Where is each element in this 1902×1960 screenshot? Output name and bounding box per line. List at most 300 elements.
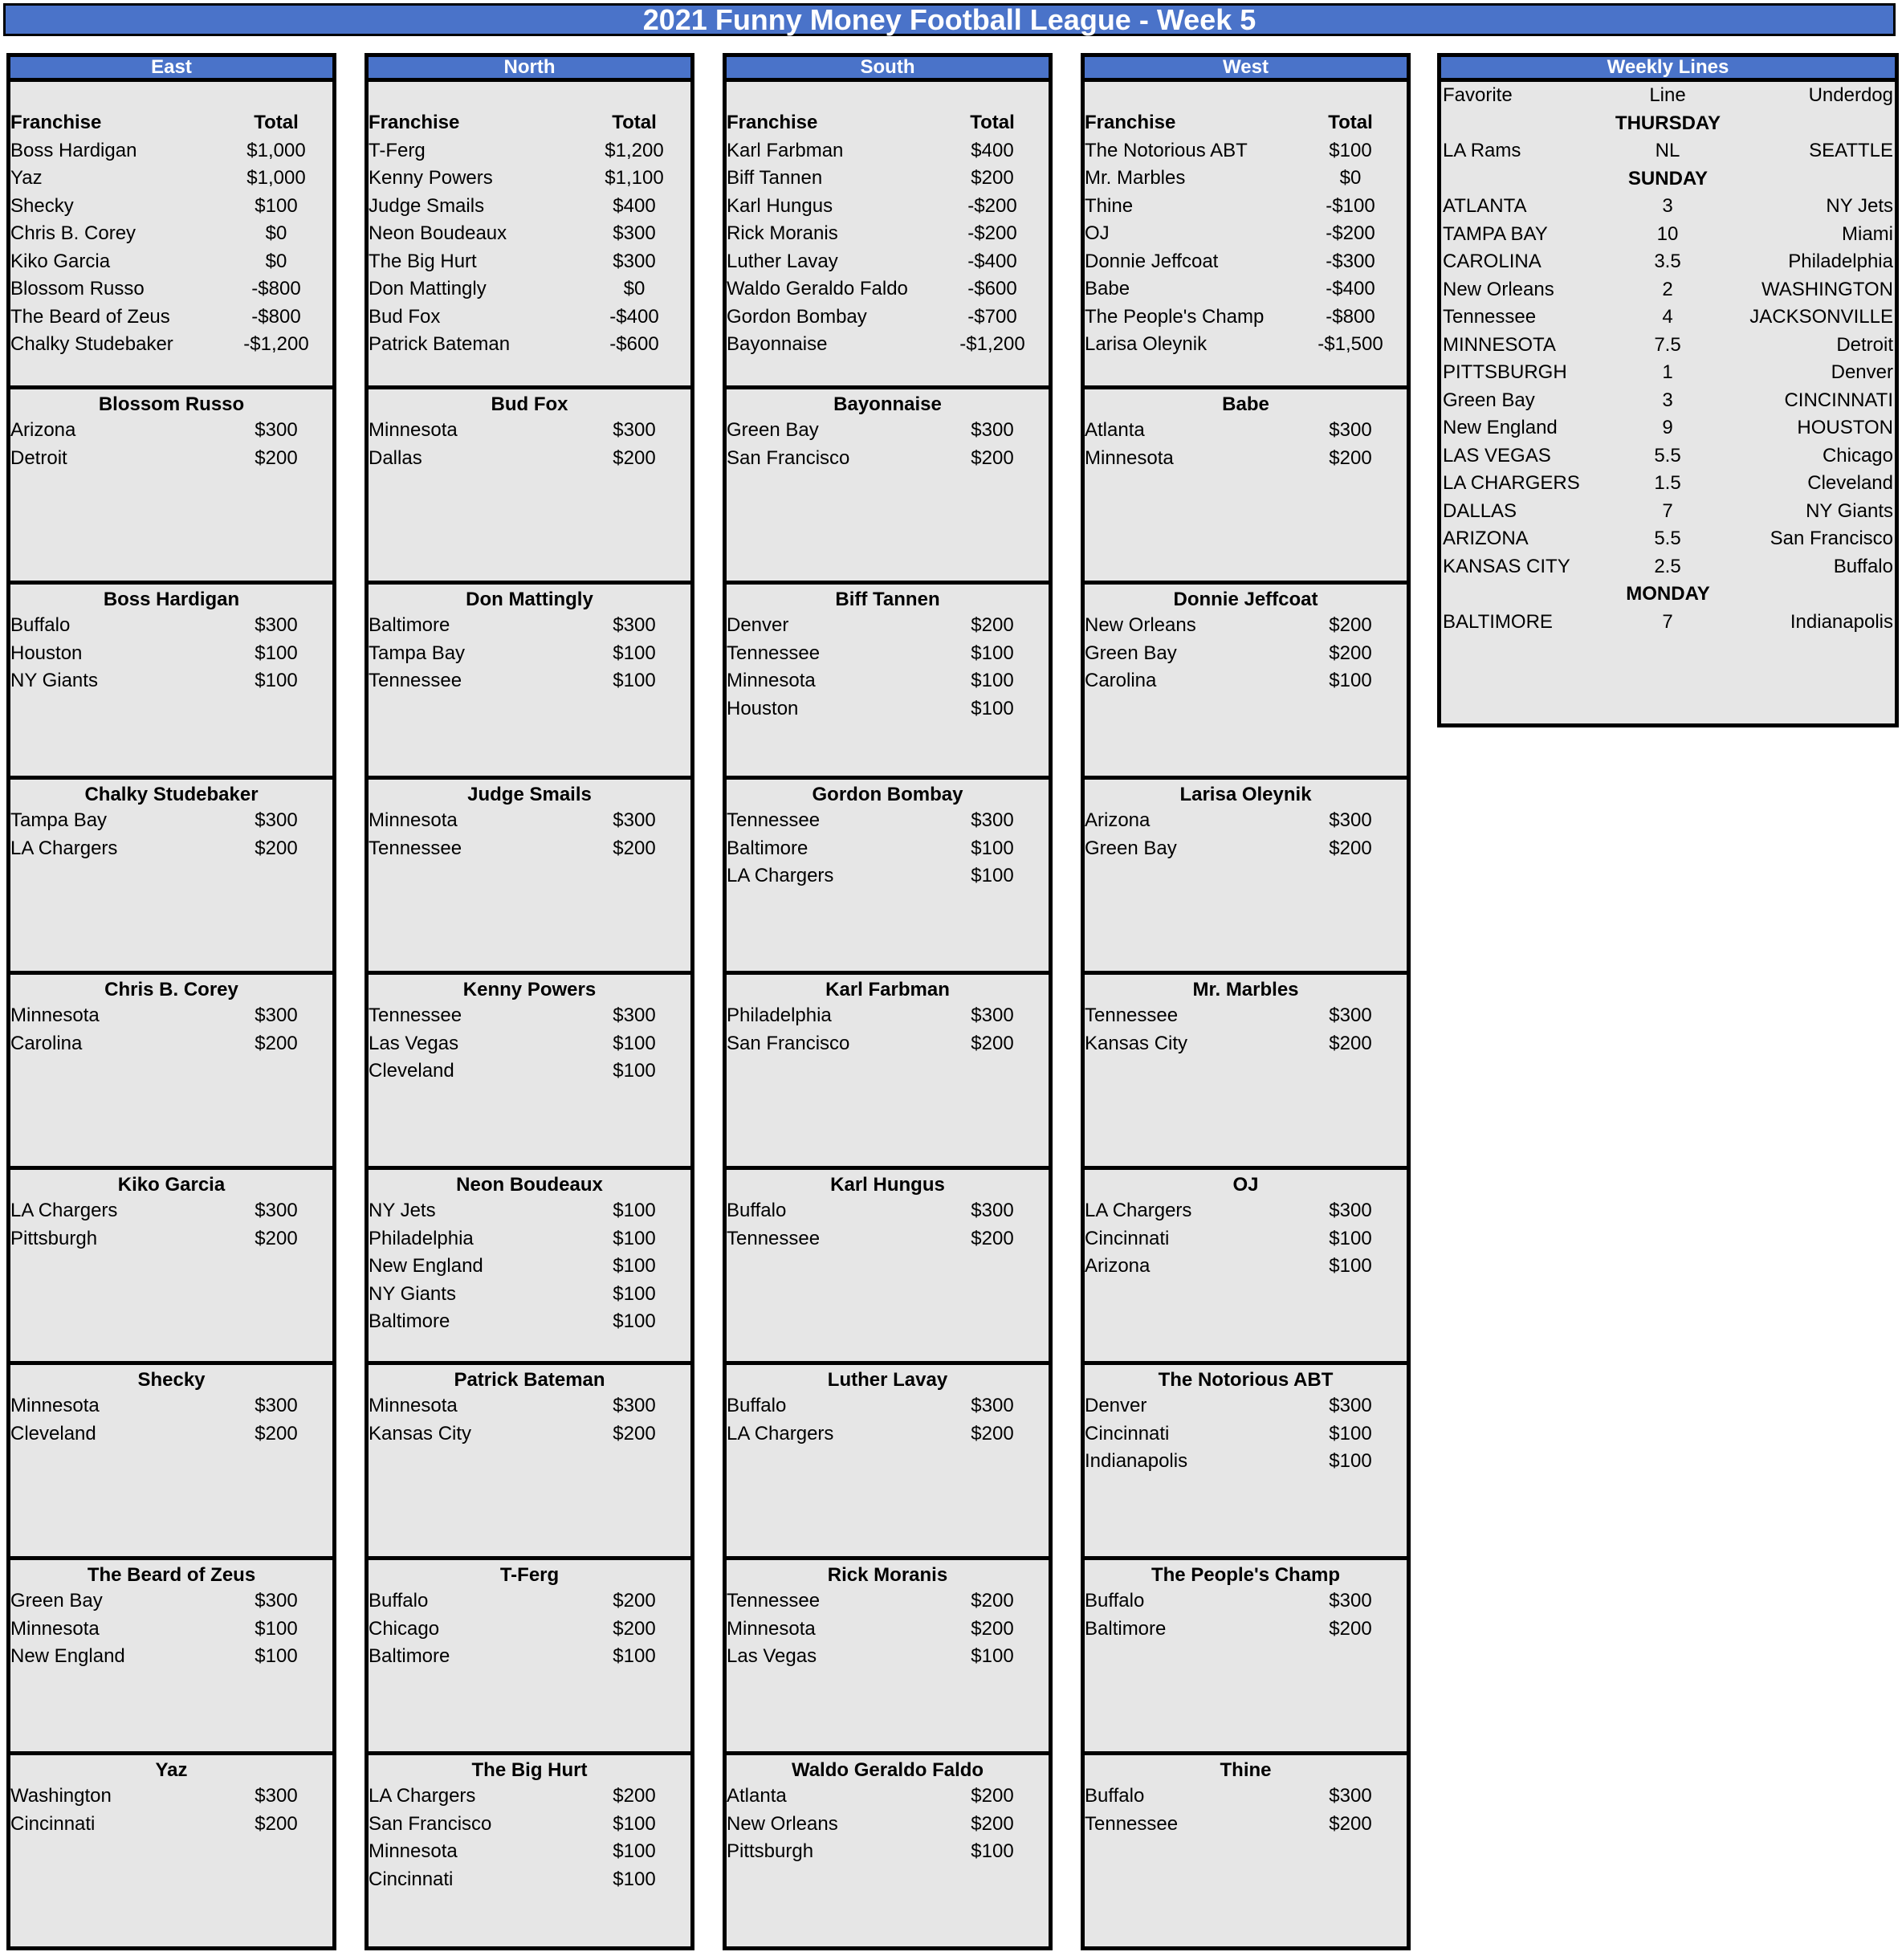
pick-row	[1085, 1002, 1407, 1030]
pick-row	[369, 1308, 690, 1336]
pick-row	[369, 1420, 690, 1449]
franchise-total: -$200	[1326, 222, 1375, 245]
pick-row	[1085, 1392, 1407, 1420]
pick-team: Arizona	[1085, 1255, 1151, 1277]
team-name: The Big Hurt	[471, 1759, 588, 1781]
pick-row	[369, 1643, 690, 1671]
pick-team: Arizona	[10, 419, 76, 442]
pick-row	[727, 667, 1049, 695]
pick-amount: $100	[971, 865, 1014, 887]
pick-amount: $200	[1329, 642, 1372, 664]
underdog-team: Denver	[1831, 361, 1893, 384]
pick-amount: $100	[255, 1617, 298, 1640]
team-block-blossom-russo	[6, 389, 336, 585]
pick-team: Green Bay	[1085, 837, 1177, 859]
standings-row	[727, 193, 1049, 221]
point-spread: 1	[1662, 361, 1673, 384]
pick-amount: $200	[971, 1812, 1014, 1835]
pick-row	[369, 1281, 690, 1309]
team-block-chalky-studebaker	[6, 780, 336, 975]
pick-row	[369, 835, 690, 863]
pick-row	[1085, 1811, 1407, 1839]
franchise-total: $1,000	[246, 139, 306, 161]
franchise-name: Chalky Studebaker	[10, 333, 173, 356]
underdog-team: SEATTLE	[1809, 140, 1893, 162]
pick-amount: $300	[255, 1395, 298, 1417]
pick-team: Cleveland	[10, 1422, 96, 1445]
division-east	[6, 53, 336, 1950]
standings-row	[727, 137, 1049, 165]
franchise-name: Karl Farbman	[727, 139, 844, 161]
pick-row	[1085, 1783, 1407, 1811]
pick-row	[727, 1002, 1049, 1030]
underdog-header: Underdog	[1808, 84, 1893, 107]
franchise-total: -$200	[967, 222, 1017, 245]
franchise-total: -$1,200	[959, 333, 1025, 356]
franchise-name: The Big Hurt	[369, 250, 477, 272]
standings-row	[727, 165, 1049, 193]
pick-team: Minnesota	[10, 1395, 100, 1417]
franchise-name: Rick Moranis	[727, 222, 838, 245]
team-name: Kiko Garcia	[117, 1174, 226, 1196]
franchise-header: Franchise	[1085, 112, 1176, 134]
pick-row	[727, 862, 1049, 890]
favorite-team: PITTSBURGH	[1443, 361, 1567, 384]
franchise-header: Franchise	[727, 112, 818, 134]
pick-team: LA Chargers	[1085, 1200, 1192, 1222]
pick-amount: $200	[1329, 1812, 1372, 1835]
pick-amount: $200	[613, 1422, 656, 1445]
franchise-name: OJ	[1085, 222, 1110, 245]
pick-row	[10, 445, 332, 473]
team-block-shecky	[6, 1365, 336, 1560]
team-block-the-big-hurt	[365, 1755, 694, 1950]
franchise-name: Thine	[1085, 194, 1134, 217]
franchise-total: $0	[265, 250, 287, 272]
team-block-the-people-s-champ	[1081, 1560, 1411, 1755]
pick-team: Atlanta	[1085, 419, 1145, 442]
pick-row	[1085, 612, 1407, 640]
line-header: Line	[1649, 84, 1686, 107]
pick-amount: $300	[1329, 1004, 1372, 1027]
underdog-team: NY Jets	[1826, 195, 1893, 218]
underdog-team: Chicago	[1822, 444, 1893, 467]
pick-team: Buffalo	[1085, 1785, 1145, 1807]
standings-row	[369, 275, 690, 304]
franchise-total: -$600	[609, 333, 659, 356]
pick-amount: $100	[255, 670, 298, 692]
favorite-team: ATLANTA	[1443, 195, 1527, 218]
team-block-waldo-geraldo-faldo	[723, 1755, 1053, 1950]
team-block-biff-tannen	[723, 585, 1053, 780]
pick-team: Detroit	[10, 446, 67, 469]
pick-amount: $200	[971, 1422, 1014, 1445]
game-line-row	[1443, 137, 1893, 165]
team-block-rick-moranis	[723, 1560, 1053, 1755]
pick-team: Minnesota	[369, 1840, 458, 1863]
pick-row	[369, 1783, 690, 1811]
standings-row	[10, 331, 332, 359]
pick-row	[369, 1225, 690, 1253]
pick-row	[1085, 835, 1407, 863]
pick-team: San Francisco	[369, 1812, 492, 1835]
pick-team: Denver	[1085, 1395, 1147, 1417]
pick-amount: $200	[255, 837, 298, 859]
pick-amount: $300	[1329, 1590, 1372, 1612]
pick-team: Cincinnati	[10, 1812, 96, 1835]
pick-team: Tennessee	[369, 837, 462, 859]
team-name: OJ	[1232, 1174, 1259, 1196]
franchise-name: Waldo Geraldo Faldo	[727, 278, 908, 300]
pick-team: Minnesota	[10, 1617, 100, 1640]
pick-team: Arizona	[1085, 809, 1151, 832]
team-block-patrick-bateman	[365, 1365, 694, 1560]
favorite-team: New England	[1443, 417, 1558, 439]
pick-row	[369, 445, 690, 473]
pick-team: Cleveland	[369, 1060, 454, 1082]
franchise-name: Shecky	[10, 194, 74, 217]
pick-row	[10, 1643, 332, 1671]
pick-row	[369, 1811, 690, 1839]
standings-header-row	[369, 109, 690, 137]
pick-team: Buffalo	[10, 614, 71, 637]
standings-row	[369, 304, 690, 332]
pick-team: New Orleans	[1085, 614, 1196, 637]
pick-row	[1085, 417, 1407, 445]
standings-row	[10, 248, 332, 276]
franchise-name: Kiko Garcia	[10, 250, 111, 272]
team-block-judge-smails	[365, 780, 694, 975]
team-name: Judge Smails	[467, 784, 592, 805]
franchise-total: $300	[613, 250, 656, 272]
standings-header-row	[10, 109, 332, 137]
pick-amount: $100	[613, 1032, 656, 1054]
pick-team: Tennessee	[369, 670, 462, 692]
pick-row	[369, 1587, 690, 1616]
franchise-name: Neon Boudeaux	[369, 222, 507, 245]
team-block-kiko-garcia	[6, 1170, 336, 1365]
team-block-chris-b-corey	[6, 975, 336, 1170]
division-header: West	[1081, 53, 1411, 82]
team-name: Neon Boudeaux	[456, 1174, 603, 1196]
team-block-kenny-powers	[365, 975, 694, 1170]
pick-amount: $100	[613, 1060, 656, 1082]
pick-amount: $200	[1329, 446, 1372, 469]
pick-row	[727, 807, 1049, 835]
team-name: The People's Champ	[1151, 1564, 1341, 1586]
total-header: Total	[970, 112, 1015, 134]
pick-team: Houston	[10, 642, 83, 664]
pick-row	[369, 1253, 690, 1281]
pick-row	[369, 640, 690, 668]
pick-team: Minnesota	[727, 1617, 816, 1640]
franchise-name: The Notorious ABT	[1085, 139, 1248, 161]
day-label: THURSDAY	[1615, 112, 1721, 134]
game-line-row	[1443, 359, 1893, 387]
favorite-team: ARIZONA	[1443, 528, 1529, 550]
division-header: North	[365, 53, 694, 82]
point-spread: 7.5	[1654, 333, 1681, 356]
franchise-name: The People's Champ	[1085, 305, 1265, 328]
standings-row	[369, 165, 690, 193]
standings-row	[10, 165, 332, 193]
favorite-team: LA Rams	[1443, 140, 1521, 162]
favorite-team: LA CHARGERS	[1443, 472, 1580, 495]
underdog-team: NY Giants	[1806, 499, 1893, 522]
pick-amount: $100	[1329, 1255, 1372, 1277]
game-line-row	[1443, 442, 1893, 471]
pick-row	[727, 1811, 1049, 1839]
standings-table	[365, 82, 694, 389]
pick-team: Minnesota	[727, 670, 816, 692]
team-name: Don Mattingly	[466, 589, 593, 610]
pick-team: Tennessee	[1085, 1812, 1179, 1835]
pick-team: LA Chargers	[369, 1785, 476, 1807]
pick-row	[369, 667, 690, 695]
pick-team: Cincinnati	[1085, 1422, 1170, 1445]
team-name: Luther Lavay	[827, 1369, 948, 1391]
franchise-total: -$400	[1326, 278, 1375, 300]
franchise-name: Bud Fox	[369, 305, 441, 328]
pick-team: Dallas	[369, 446, 422, 469]
point-spread: 5.5	[1654, 528, 1681, 550]
pick-team: Chicago	[369, 1617, 440, 1640]
game-line-row	[1443, 387, 1893, 415]
pick-amount: $200	[613, 1785, 656, 1807]
pick-row	[369, 1002, 690, 1030]
point-spread: 3.5	[1654, 251, 1681, 273]
pick-row	[10, 1811, 332, 1839]
standings-row	[1085, 275, 1407, 304]
franchise-name: Mr. Marbles	[1085, 167, 1186, 189]
pick-team: Cincinnati	[369, 1868, 454, 1890]
pick-row	[1085, 807, 1407, 835]
pick-team: Houston	[727, 697, 799, 719]
pick-row	[727, 1392, 1049, 1420]
team-block-bud-fox	[365, 389, 694, 585]
pick-amount: $100	[1329, 670, 1372, 692]
pick-team: Minnesota	[1085, 446, 1174, 469]
game-line-row	[1443, 609, 1893, 637]
pick-row	[727, 640, 1049, 668]
franchise-total: $0	[1339, 167, 1362, 189]
game-line-row	[1443, 553, 1893, 581]
franchise-total: $1,200	[605, 139, 664, 161]
game-line-row	[1443, 248, 1893, 276]
team-name: Chris B. Corey	[104, 979, 238, 1000]
pick-row	[727, 1197, 1049, 1225]
pick-row	[727, 1030, 1049, 1058]
pick-team: Tennessee	[727, 642, 821, 664]
division-north	[365, 53, 694, 1950]
franchise-name: Boss Hardigan	[10, 139, 137, 161]
standings-row	[727, 331, 1049, 359]
underdog-team: WASHINGTON	[1761, 278, 1893, 300]
team-name: Bud Fox	[491, 393, 568, 415]
team-block-larisa-oleynik	[1081, 780, 1411, 975]
pick-row	[369, 1838, 690, 1866]
franchise-total: $1,100	[605, 167, 664, 189]
pick-team: Tennessee	[1085, 1004, 1179, 1027]
pick-row	[727, 1587, 1049, 1616]
pick-row	[727, 1616, 1049, 1644]
favorite-team: KANSAS CITY	[1443, 555, 1570, 577]
pick-row	[10, 1030, 332, 1058]
franchise-total: -$1,500	[1318, 333, 1383, 356]
pick-row	[727, 445, 1049, 473]
underdog-team: JACKSONVILLE	[1749, 306, 1893, 328]
standings-row	[727, 220, 1049, 248]
pick-team: Minnesota	[369, 419, 458, 442]
pick-amount: $200	[971, 1032, 1014, 1054]
team-name: The Notorious ABT	[1158, 1369, 1334, 1391]
game-line-row	[1443, 470, 1893, 498]
team-name: Blossom Russo	[98, 393, 245, 415]
pick-row	[369, 1616, 690, 1644]
pick-team: Tampa Bay	[10, 809, 108, 832]
pick-row	[10, 807, 332, 835]
team-block-luther-lavay	[723, 1365, 1053, 1560]
total-header: Total	[612, 112, 657, 134]
standings-row	[1085, 137, 1407, 165]
team-block-boss-hardigan	[6, 585, 336, 780]
team-name: Gordon Bombay	[812, 784, 963, 805]
standings-row	[369, 248, 690, 276]
franchise-name: Donnie Jeffcoat	[1085, 250, 1219, 272]
pick-team: NY Giants	[369, 1282, 456, 1305]
standings-row	[1085, 331, 1407, 359]
pick-amount: $200	[255, 446, 298, 469]
team-block-the-beard-of-zeus	[6, 1560, 336, 1755]
franchise-name: Yaz	[10, 167, 43, 189]
pick-amount: $200	[255, 1422, 298, 1445]
franchise-name: Gordon Bombay	[727, 305, 867, 328]
pick-amount: $200	[255, 1812, 298, 1835]
pick-amount: $100	[613, 1310, 656, 1333]
pick-amount: $100	[1329, 1422, 1372, 1445]
underdog-team: CINCINNATI	[1784, 389, 1893, 411]
pick-amount: $300	[971, 1395, 1014, 1417]
pick-amount: $100	[613, 1840, 656, 1863]
point-spread: NL	[1655, 140, 1680, 162]
pick-amount: $300	[971, 1200, 1014, 1222]
pick-team: Baltimore	[369, 1310, 450, 1333]
underdog-team: Indianapolis	[1790, 610, 1893, 633]
game-line-row	[1443, 193, 1893, 221]
pick-row	[10, 1783, 332, 1811]
pick-team: Buffalo	[1085, 1590, 1145, 1612]
franchise-name: Luther Lavay	[727, 250, 838, 272]
franchise-total: $200	[971, 167, 1014, 189]
pick-row	[1085, 1448, 1407, 1476]
pick-amount: $300	[613, 1395, 656, 1417]
franchise-total: $100	[255, 194, 298, 217]
franchise-total: -$300	[1326, 250, 1375, 272]
pick-row	[727, 1420, 1049, 1449]
division-header: South	[723, 53, 1053, 82]
pick-amount: $100	[613, 1282, 656, 1305]
team-name: Kenny Powers	[462, 979, 597, 1000]
standings-row	[10, 137, 332, 165]
favorite-team: CAROLINA	[1443, 251, 1542, 273]
pick-amount: $200	[1329, 1617, 1372, 1640]
team-name: Thine	[1220, 1759, 1272, 1781]
pick-amount: $300	[613, 809, 656, 832]
team-name: The Beard of Zeus	[87, 1564, 256, 1586]
standings-row	[369, 193, 690, 221]
pick-row	[1085, 1225, 1407, 1253]
day-label: MONDAY	[1626, 583, 1710, 605]
underdog-team: HOUSTON	[1797, 417, 1893, 439]
pick-row	[10, 1197, 332, 1225]
pick-amount: $100	[971, 1645, 1014, 1668]
favorite-team: MINNESOTA	[1443, 333, 1556, 356]
team-block-neon-boudeaux	[365, 1170, 694, 1365]
standings-row	[10, 193, 332, 221]
franchise-header: Franchise	[10, 112, 102, 134]
team-name: Patrick Bateman	[454, 1369, 605, 1391]
pick-team: Tennessee	[727, 809, 821, 832]
pick-amount: $100	[613, 1812, 656, 1835]
standings-row	[1085, 248, 1407, 276]
standings-row	[10, 304, 332, 332]
pick-amount: $200	[1329, 837, 1372, 859]
pick-team: Las Vegas	[727, 1645, 817, 1668]
pick-row	[1085, 1030, 1407, 1058]
pick-amount: $300	[255, 1004, 298, 1027]
franchise-name: Bayonnaise	[727, 333, 828, 356]
standings-row	[1085, 220, 1407, 248]
pick-amount: $100	[1329, 1227, 1372, 1249]
team-block-karl-farbman	[723, 975, 1053, 1170]
franchise-total: $300	[613, 222, 656, 245]
point-spread: 7	[1662, 499, 1673, 522]
team-name: Biff Tannen	[835, 589, 940, 610]
team-name: Karl Farbman	[825, 979, 950, 1000]
pick-row	[369, 1392, 690, 1420]
pick-amount: $200	[613, 837, 656, 859]
point-spread: 2	[1662, 278, 1673, 300]
franchise-name: Judge Smails	[369, 194, 485, 217]
pick-team: LA Chargers	[10, 1200, 118, 1222]
franchise-total: $0	[623, 278, 646, 300]
franchise-name: Blossom Russo	[10, 278, 145, 300]
franchise-name: Don Mattingly	[369, 278, 487, 300]
pick-amount: $200	[613, 446, 656, 469]
pick-row	[1085, 1587, 1407, 1616]
team-name: Karl Hungus	[830, 1174, 945, 1196]
team-name: Chalky Studebaker	[84, 784, 259, 805]
franchise-name: Chris B. Corey	[10, 222, 136, 245]
pick-row	[1085, 1197, 1407, 1225]
pick-amount: $300	[1329, 1395, 1372, 1417]
division-west	[1081, 53, 1411, 1950]
franchise-name: Kenny Powers	[369, 167, 493, 189]
game-line-row	[1443, 221, 1893, 249]
favorite-team: TAMPA BAY	[1443, 222, 1548, 245]
franchise-header: Franchise	[369, 112, 460, 134]
favorite-team: DALLAS	[1443, 499, 1517, 522]
pick-amount: $300	[971, 809, 1014, 832]
point-spread: 5.5	[1654, 444, 1681, 467]
pick-row	[727, 1783, 1049, 1811]
pick-amount: $100	[613, 1227, 656, 1249]
pick-team: Buffalo	[727, 1395, 787, 1417]
underdog-team: Philadelphia	[1788, 251, 1893, 273]
pick-amount: $200	[971, 1785, 1014, 1807]
weekly-lines-panel	[1437, 53, 1899, 727]
page-title: 2021 Funny Money Football League - Week 5	[3, 3, 1896, 36]
